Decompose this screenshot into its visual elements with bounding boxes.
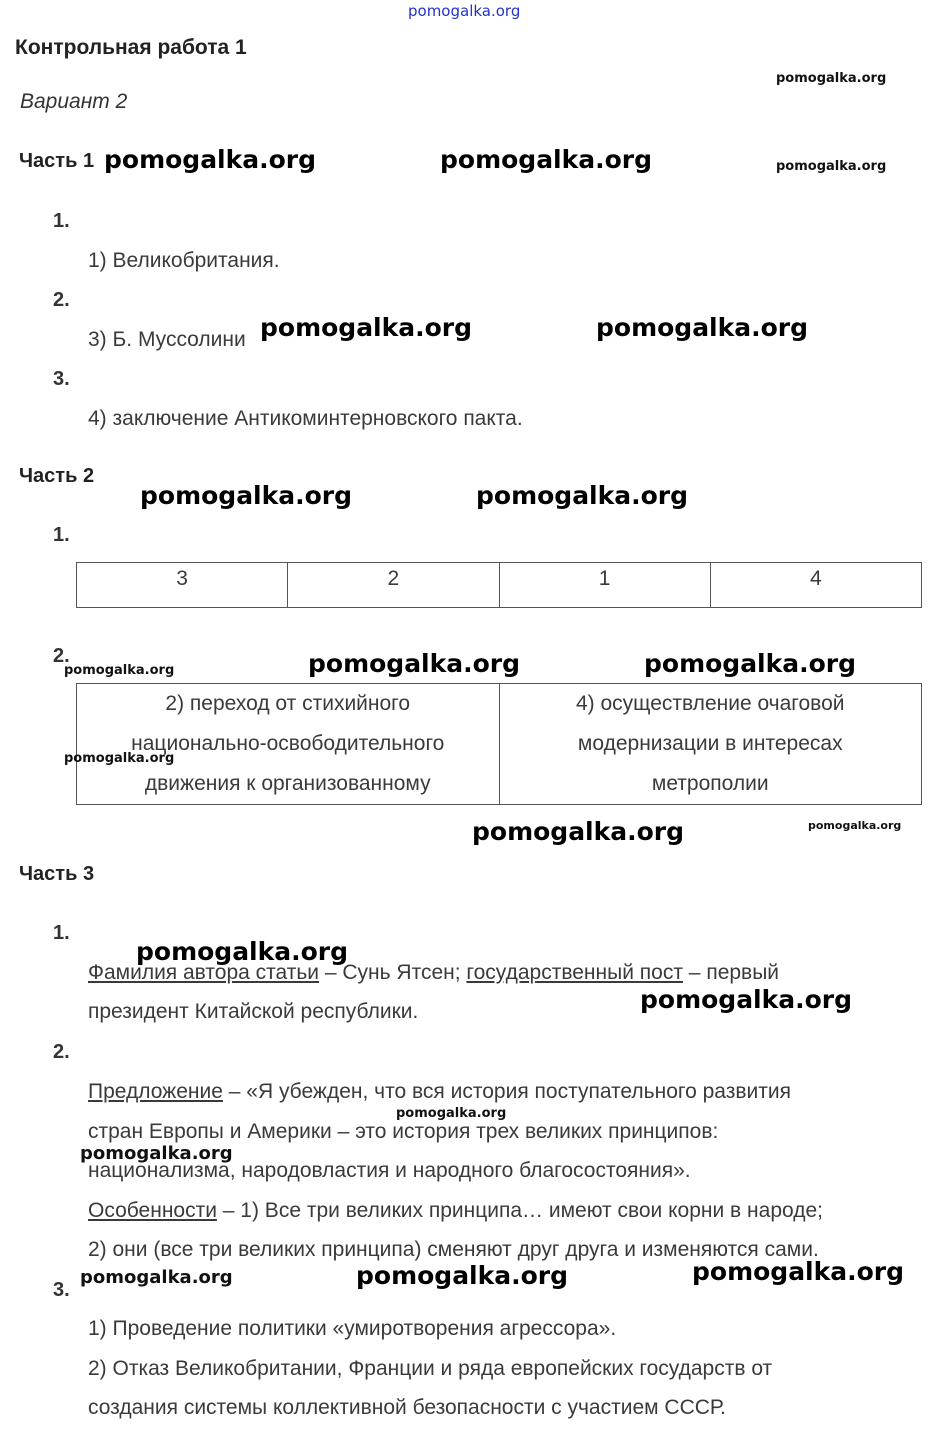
watermark: pomogalka.org (640, 985, 853, 1014)
watermark: pomogalka.org (64, 751, 175, 766)
watermark: pomogalka.org (80, 1267, 233, 1288)
part2-q1-answer-table (76, 562, 922, 608)
underlined-term: Особенности (88, 1199, 217, 1222)
underlined-term: Фамилия автора статьи (88, 961, 320, 984)
part3-q3-line-1: 1) Проведение политики «умиротворения агрессора». (88, 1317, 617, 1340)
part3-q3-line-3: создания системы коллективной безопасности с участием СССР. (88, 1396, 726, 1419)
table-cell: 1 (499, 563, 710, 608)
part3-q2-line-3: национализма, народовластия и народного благосостояния». (88, 1159, 691, 1182)
watermark: pomogalka.org (80, 1143, 233, 1164)
part1-q3-answer: 4) заключение Антикоминтерновского пакта. (88, 407, 523, 430)
watermark: pomogalka.org (776, 71, 887, 86)
part3-q2-line-5: 2) они (все три великих принципа) сменяют друг друга и изменяются сами. (88, 1238, 819, 1261)
watermark: pomogalka.org (308, 649, 521, 678)
part1-q1-number: 1. (53, 210, 70, 232)
table-row (77, 684, 922, 805)
text-span: – «Я убежден, что вся история поступательного развития (222, 1080, 791, 1103)
watermark: pomogalka.org (260, 313, 473, 342)
part3-q2-line-1 (88, 1080, 791, 1104)
watermark: pomogalka.org (140, 481, 353, 510)
part2-q1-number: 1. (53, 524, 70, 546)
watermark: pomogalka.org (440, 145, 653, 174)
part3-q1-line-2: президент Китайской республики. (88, 1000, 419, 1023)
underlined-term: государственный пост (466, 961, 683, 984)
text-span: – Сунь Ятсен; (319, 961, 467, 984)
part3-q1-number: 1. (53, 922, 70, 944)
part-3-heading: Часть 3 (19, 863, 95, 885)
table-cell: 4 (710, 563, 921, 608)
watermark: pomogalka.org (104, 145, 317, 174)
part-2-heading: Часть 2 (19, 465, 95, 487)
text-span: – 1) Все три великих принципа… имеют свои корни в народе; (216, 1199, 823, 1222)
part-1-heading: Часть 1 (19, 150, 95, 172)
part1-q1-answer: 1) Великобритания. (88, 249, 280, 272)
watermark: pomogalka.org (808, 819, 902, 832)
part3-q2-number: 2. (53, 1041, 70, 1063)
watermark: pomogalka.org (692, 1257, 905, 1286)
watermark: pomogalka.org (596, 313, 809, 342)
part3-q3-line-2: 2) Отказ Великобритании, Франции и ряда европейских государств от (88, 1357, 773, 1380)
table-cell: 4) осуществление очаговой модернизации в интересах метрополии (499, 684, 922, 805)
table-cell: 3 (77, 563, 288, 608)
text-span: – первый (682, 961, 780, 984)
table-row (77, 563, 922, 608)
watermark: pomogalka.org (472, 817, 685, 846)
page-title: Контрольная работа 1 (15, 36, 247, 59)
part3-q3-number: 3. (53, 1279, 70, 1301)
part1-q2-answer: 3) Б. Муссолини (88, 328, 246, 351)
underlined-term: Предложение (88, 1080, 223, 1103)
table-cell: 2 (288, 563, 499, 608)
watermark: pomogalka.org (136, 937, 349, 966)
watermark: pomogalka.org (396, 1106, 507, 1121)
watermark: pomogalka.org (644, 649, 857, 678)
watermark: pomogalka.org (64, 663, 175, 678)
part2-q2-answer-table (76, 683, 922, 805)
part2-q2-number: 2. (53, 645, 70, 667)
part3-q2-line-2: стран Европы и Америки – это история трех великих принципов: (88, 1120, 719, 1143)
watermark: pomogalka.org (476, 481, 689, 510)
watermark: pomogalka.org (356, 1261, 569, 1290)
part1-q2-number: 2. (53, 289, 70, 311)
table-cell: 2) переход от стихийного национально-освободительного движения к организованному (77, 684, 500, 805)
part3-q2-line-4 (88, 1199, 823, 1223)
watermark: pomogalka.org (776, 159, 887, 174)
part1-q3-number: 3. (53, 368, 70, 390)
site-link[interactable]: pomogalka.org (408, 2, 521, 20)
variant-label: Вариант 2 (20, 90, 128, 113)
